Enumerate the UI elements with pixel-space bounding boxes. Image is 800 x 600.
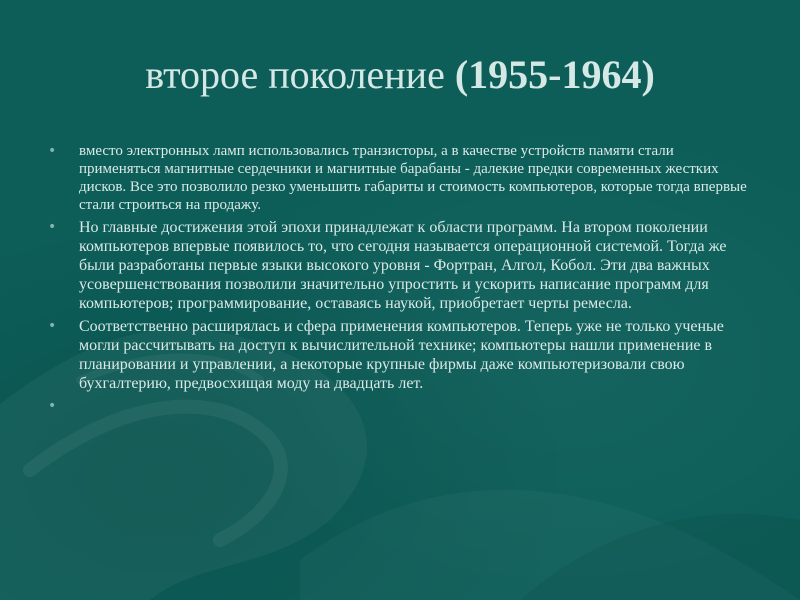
slide-title [0,48,800,102]
bullet-dot-icon: • [48,219,57,235]
title-text: второе поколение [145,52,445,97]
title-years: (1955-1964) [454,52,655,97]
list-item [48,142,758,214]
bullet-text: Соответственно расширялась и сфера применения компьютеров. Теперь уже не только ученые могли рассчитывать на доступ к вычислительной технике; компьютеры нашли применение в планировании и управлении, а некоторые крупные фирмы даже компьютеризовали свою бухгалтерию, предвосхищая моду на двадцать лет. [79,318,724,392]
list-item [48,317,758,393]
bullet-list [48,142,758,414]
bullet-text: вместо электронных ламп использовались транзисторы, а в качестве устройств памяти стали применяться магнитные сердечники и магнитные барабаны - далекие предки современных жестких дисков. Все это позволило резко уменьшить габариты и стоимость компьютеров, которые тогда впервые стали строиться на продажу. [79,143,747,213]
bullet-dot-icon: • [48,398,57,414]
bullet-text: Но главные достижения этой эпохи принадлежат к области программ. На втором поколении компьютеров впервые появилось то, что сегодня называется операционной системой. Тогда же были разработаны первые языки высокого уровня - Фортран, Алгол, Кобол. Эти два важных усовершенствования позволили значительно упростить и ускорить написание программ для компьютеров; программирование, оставаясь наукой, приобретает черты ремесла. [79,219,727,312]
list-item [48,218,758,313]
bullet-dot-icon: • [48,318,57,334]
bullet-dot-icon: • [48,143,57,159]
